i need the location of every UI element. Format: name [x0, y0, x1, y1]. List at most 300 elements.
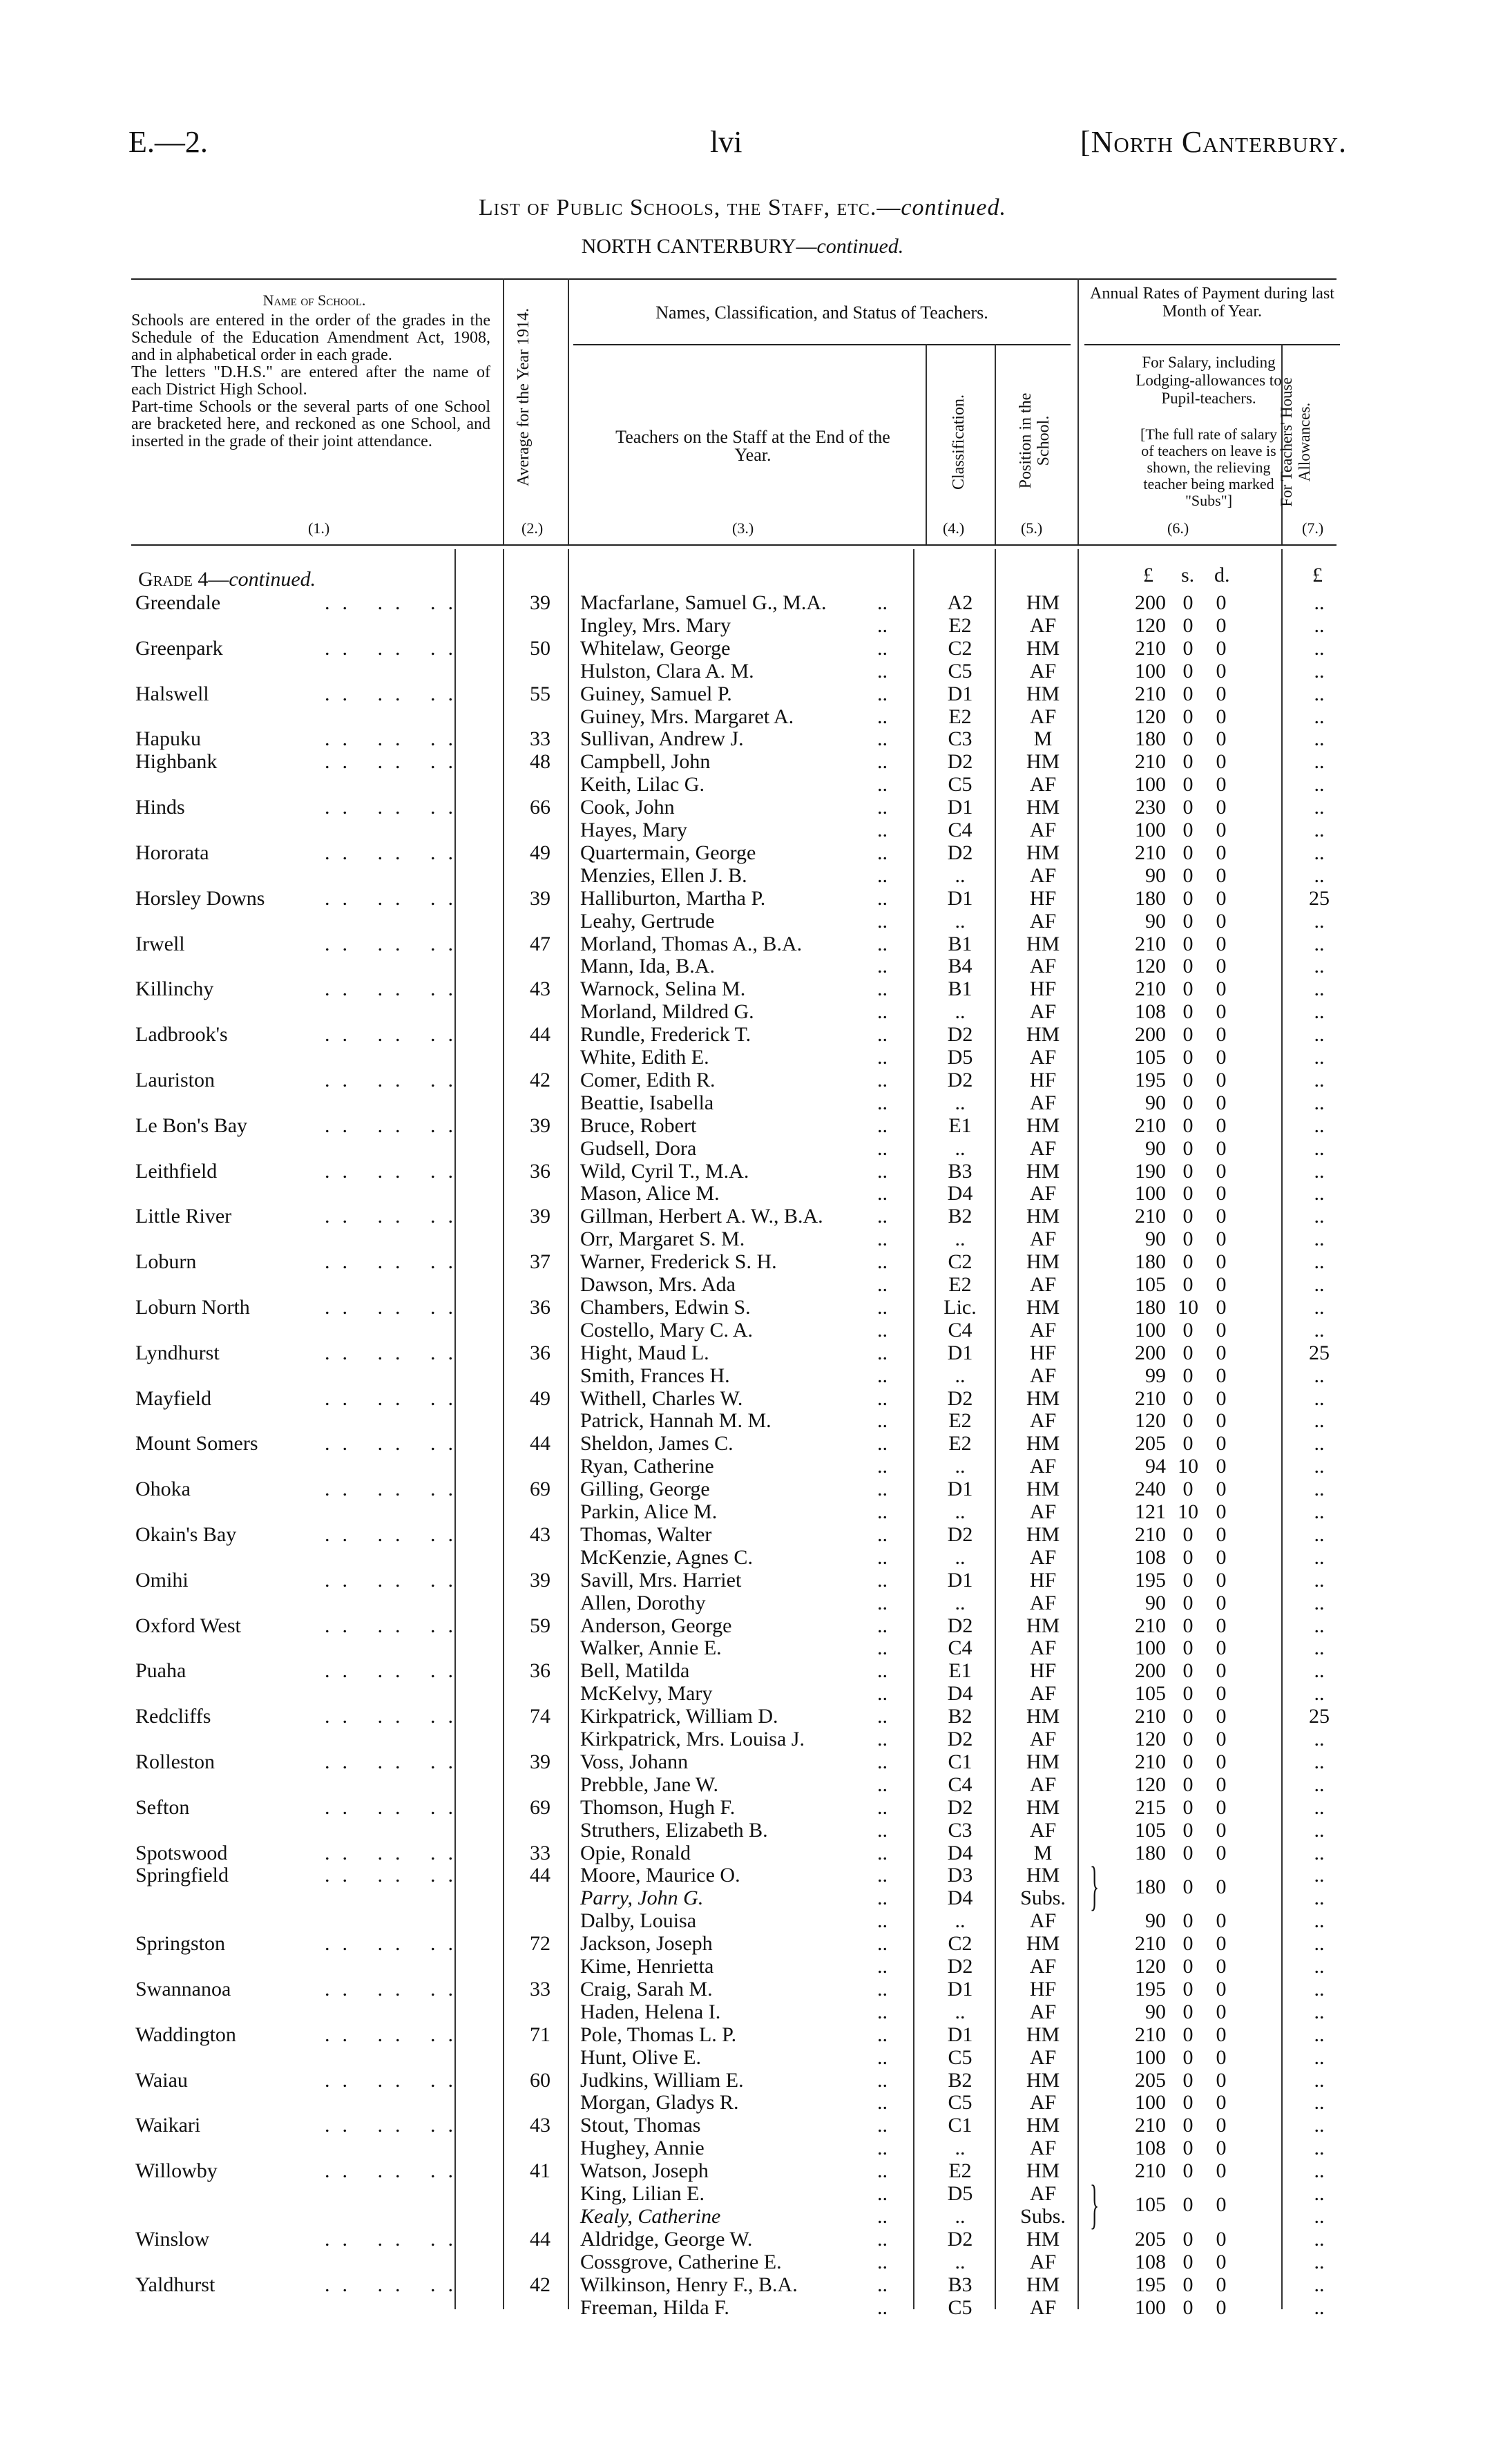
salary-pounds: 190	[1135, 1159, 1166, 1183]
position: HM	[1026, 1295, 1060, 1319]
salary-pounds: 210	[1135, 1205, 1166, 1228]
grade-number: 4—	[198, 568, 229, 591]
house-allowance: ..	[1314, 1636, 1325, 1660]
position: HM	[1026, 1705, 1060, 1728]
classification: B2	[948, 2068, 973, 2092]
salary-pence: 0	[1216, 1455, 1227, 1478]
salary-pounds: 210	[1135, 2159, 1166, 2183]
leader-dots: .. .. ..	[325, 1568, 466, 1592]
salary-pounds: 205	[1135, 2068, 1166, 2092]
page-number: lvi	[710, 125, 742, 159]
school-name: Halswell	[135, 682, 209, 705]
list-subtitle-text: NORTH CANTERBURY—	[581, 235, 817, 258]
salary-pounds: 210	[1135, 1705, 1166, 1728]
average-attendance: 42	[530, 2273, 550, 2296]
teacher-name: Opie, Ronald	[580, 1841, 691, 1864]
average-attendance: 44	[530, 1864, 550, 1887]
teacher-name: Hayes, Mary	[580, 819, 687, 841]
salary-shillings: 0	[1182, 1932, 1194, 1956]
leader-dots: ..	[877, 932, 888, 955]
col4-title: Classification.	[950, 394, 968, 490]
table-row	[0, 2047, 1485, 2069]
average-attendance: 71	[530, 2023, 550, 2046]
teacher-name: Quartermain, George	[580, 841, 756, 864]
salary-pence: 0	[1216, 886, 1227, 910]
leader-dots: ..	[877, 1318, 888, 1341]
leader-dots: ..	[877, 1522, 888, 1546]
salary-shillings: 0	[1182, 1545, 1194, 1569]
house-allowance: ..	[1314, 727, 1325, 751]
average-attendance: 47	[530, 932, 550, 955]
salary-pence: 0	[1216, 2068, 1227, 2092]
col1-note-line: The letters "D.H.S." are entered after the name of each District High School.	[131, 363, 490, 399]
salary-pounds: 105	[1135, 2193, 1166, 2217]
table-row	[0, 1774, 1485, 1796]
classification: E2	[948, 1432, 972, 1455]
table-row	[0, 1297, 1485, 1319]
salary-pounds: 100	[1135, 1318, 1166, 1341]
classification: D1	[947, 796, 973, 819]
leader-dots: ..	[877, 2159, 888, 2183]
col-number: (7.)	[1302, 519, 1324, 537]
leader-dots: ..	[877, 1955, 888, 1978]
school-name: Sefton	[135, 1795, 190, 1819]
position: AF	[1029, 2000, 1057, 2023]
salary-shillings: 0	[1182, 1318, 1194, 1341]
house-allowance: ..	[1314, 2182, 1325, 2205]
leader-dots: .. .. ..	[325, 2227, 466, 2251]
classification: E2	[948, 613, 972, 637]
classification: D5	[947, 1046, 973, 1069]
school-name: Ohoka	[135, 1478, 191, 1501]
salary-shillings: 0	[1182, 1273, 1194, 1296]
leader-dots: ..	[877, 1455, 888, 1478]
salary-shillings: 0	[1182, 1046, 1194, 1069]
leader-dots: ..	[877, 1795, 888, 1819]
salary-pence: 0	[1216, 1955, 1227, 1978]
school-name: Rolleston	[135, 1750, 215, 1773]
salary-pounds: 210	[1135, 1614, 1166, 1637]
salary-pounds: 120	[1135, 613, 1166, 637]
salary-pounds: 200	[1135, 1023, 1166, 1047]
salary-pounds: 120	[1135, 955, 1166, 978]
salary-shillings: 0	[1182, 796, 1194, 819]
position: HM	[1026, 1478, 1060, 1501]
teacher-name: Whitelaw, George	[580, 636, 731, 660]
teacher-name: Haden, Helena I.	[580, 2000, 721, 2023]
school-name: Willowby	[135, 2159, 218, 2183]
average-attendance: 74	[530, 1705, 550, 1728]
house-allowance: ..	[1314, 1205, 1325, 1228]
salary-shillings: 0	[1182, 773, 1194, 796]
house-allowance: ..	[1314, 1182, 1325, 1205]
table-row	[0, 1161, 1485, 1183]
salary-pence: 0	[1216, 1875, 1227, 1898]
teacher-name: Prebble, Jane W.	[580, 1773, 718, 1796]
leader-dots: ..	[877, 1568, 888, 1592]
salary-pounds: 90	[1145, 1591, 1166, 1614]
col6-note: [The full rate of salary of teachers on leave is shown, the relieving teacher being marked "Subs"]	[1140, 426, 1277, 509]
teacher-name: Watson, Joseph	[580, 2159, 709, 2183]
salary-shillings: 0	[1182, 2250, 1194, 2273]
teacher-name: Walker, Annie E.	[580, 1636, 722, 1660]
house-allowance: ..	[1314, 977, 1325, 1001]
table-row	[0, 2001, 1485, 2023]
leader-dots: ..	[877, 1887, 888, 1910]
salary-pence: 0	[1216, 1659, 1227, 1683]
position: AF	[1029, 1364, 1057, 1387]
leader-dots: .. .. ..	[325, 1614, 466, 1637]
position: AF	[1029, 613, 1057, 637]
classification: C5	[948, 2295, 973, 2319]
house-allowance: ..	[1314, 705, 1325, 728]
leader-dots: .. .. ..	[325, 1250, 466, 1274]
position: AF	[1029, 1046, 1057, 1069]
salary-pounds: 200	[1135, 591, 1166, 614]
leader-dots: ..	[877, 1818, 888, 1842]
salary-shillings: 0	[1182, 2159, 1194, 2183]
salary-shillings: 0	[1182, 2227, 1194, 2251]
table-row	[0, 955, 1485, 977]
leader-dots: ..	[877, 727, 888, 751]
house-allowance: ..	[1314, 819, 1325, 841]
salary-shillings: 0	[1182, 1909, 1194, 1933]
classification: D1	[947, 1341, 973, 1364]
salary-shillings: 0	[1182, 1182, 1194, 1205]
teacher-name: Cook, John	[580, 796, 675, 819]
table-row	[0, 842, 1485, 864]
salary-shillings: 0	[1182, 955, 1194, 978]
teacher-name: Patrick, Hannah M. M.	[580, 1409, 772, 1433]
salary-shillings: 0	[1182, 1409, 1194, 1433]
teacher-name: Withell, Charles W.	[580, 1386, 743, 1410]
leader-dots: ..	[877, 2091, 888, 2114]
salary-pounds: 210	[1135, 2023, 1166, 2046]
classification: D2	[947, 1386, 973, 1410]
table-row	[0, 615, 1485, 637]
salary-shillings: 10	[1178, 1455, 1198, 1478]
table-row	[0, 1683, 1485, 1705]
position: HF	[1029, 1341, 1057, 1364]
salary-shillings: 0	[1182, 1522, 1194, 1546]
house-allowance: ..	[1314, 1614, 1325, 1637]
salary-shillings: 0	[1182, 705, 1194, 728]
salary-pence: 0	[1216, 705, 1227, 728]
house-allowance: ..	[1314, 1545, 1325, 1569]
teacher-name: Dalby, Louisa	[580, 1909, 697, 1933]
salary-pounds: 90	[1145, 1909, 1166, 1933]
teacher-name: Voss, Johann	[580, 1750, 689, 1773]
school-name: Lyndhurst	[135, 1341, 220, 1364]
salary-pence: 0	[1216, 2273, 1227, 2296]
classification: B2	[948, 1705, 973, 1728]
table-row	[0, 2251, 1485, 2273]
leader-dots: .. .. ..	[325, 2068, 466, 2092]
region-header: [North Canterbury.	[1080, 125, 1347, 159]
leader-dots: ..	[877, 1432, 888, 1455]
salary-pounds: 210	[1135, 682, 1166, 705]
table-row	[0, 1478, 1485, 1500]
teacher-name: Warner, Frederick S. H.	[580, 1250, 777, 1274]
table-row	[0, 2297, 1485, 2319]
leader-dots: .. .. ..	[325, 1522, 466, 1546]
position: AF	[1029, 1818, 1057, 1842]
leader-dots: ..	[877, 1091, 888, 1114]
school-name: Irwell	[135, 932, 185, 955]
salary-pence: 0	[1216, 1182, 1227, 1205]
teacher-name: Thomson, Hugh F.	[580, 1795, 736, 1819]
salary-shillings: 0	[1182, 2000, 1194, 2023]
average-attendance: 43	[530, 977, 550, 1001]
classification: D2	[947, 2227, 973, 2251]
teacher-name: Stout, Thomas	[580, 2114, 701, 2137]
position: HM	[1026, 1522, 1060, 1546]
teacher-name: Parkin, Alice M.	[580, 1500, 718, 1523]
house-allowance: ..	[1314, 1818, 1325, 1842]
position: AF	[1029, 1228, 1057, 1251]
table-row	[0, 1047, 1485, 1069]
leader-dots: ..	[877, 1023, 888, 1047]
salary-pounds: 105	[1135, 1682, 1166, 1706]
position: HM	[1026, 1250, 1060, 1274]
salary-shillings: 0	[1182, 1091, 1194, 1114]
salary-shillings: 0	[1182, 1386, 1194, 1410]
classification: ..	[955, 2000, 966, 2023]
salary-pence: 0	[1216, 1636, 1227, 1660]
salary-pence: 0	[1216, 1478, 1227, 1501]
average-attendance: 72	[530, 1932, 550, 1956]
school-name: Little River	[135, 1205, 232, 1228]
position: HM	[1026, 932, 1060, 955]
salary-shillings: 0	[1182, 1841, 1194, 1864]
table-row	[0, 683, 1485, 705]
leader-dots: ..	[877, 1136, 888, 1160]
salary-shillings: 0	[1182, 1818, 1194, 1842]
salary-pence: 0	[1216, 1295, 1227, 1319]
house-allowance: 25	[1309, 1341, 1330, 1364]
unit-house-pounds: £	[1312, 564, 1323, 586]
salary-pounds: 210	[1135, 841, 1166, 864]
school-name: Spotswood	[135, 1841, 228, 1864]
table-row	[0, 1728, 1485, 1750]
salary-shillings: 0	[1182, 863, 1194, 887]
school-name: Yaldhurst	[135, 2273, 215, 2296]
table-row	[0, 592, 1485, 614]
average-attendance: 69	[530, 1478, 550, 1501]
teacher-name: Ingley, Mrs. Mary	[580, 613, 731, 637]
classification: ..	[955, 1000, 966, 1024]
position: AF	[1029, 2250, 1057, 2273]
salary-pence: 0	[1216, 659, 1227, 682]
leader-dots: ..	[877, 1228, 888, 1251]
salary-pence: 0	[1216, 1545, 1227, 1569]
salary-pence: 0	[1216, 1386, 1227, 1410]
classification: D1	[947, 886, 973, 910]
average-attendance: 39	[530, 1114, 550, 1137]
salary-shillings: 10	[1178, 1500, 1198, 1523]
table-row	[0, 1205, 1485, 1228]
salary-pounds: 210	[1135, 1114, 1166, 1137]
house-allowance: ..	[1314, 1728, 1325, 1750]
school-name: Ladbrook's	[135, 1023, 228, 1047]
leader-dots: ..	[877, 2000, 888, 2023]
average-attendance: 69	[530, 1795, 550, 1819]
classification: ..	[955, 1591, 966, 1614]
classification: D1	[947, 2023, 973, 2046]
table-row	[0, 1365, 1485, 1387]
position: AF	[1029, 819, 1057, 841]
leader-dots: ..	[877, 2045, 888, 2069]
col-number: (5.)	[1021, 519, 1043, 537]
position: HM	[1026, 1205, 1060, 1228]
school-name: Waiau	[135, 2068, 188, 2092]
salary-pence: 0	[1216, 1364, 1227, 1387]
leader-dots: ..	[877, 1864, 888, 1887]
leader-dots: .. .. ..	[325, 1386, 466, 1410]
salary-pence: 0	[1216, 1046, 1227, 1069]
teacher-name: Hulston, Clara A. M.	[580, 659, 754, 682]
teacher-name: Struthers, Elizabeth B.	[580, 1818, 768, 1842]
leader-dots: ..	[877, 1841, 888, 1864]
leader-dots: .. .. ..	[325, 1932, 466, 1956]
classification: B2	[948, 1205, 973, 1228]
table-row	[0, 978, 1485, 1000]
table-row	[0, 796, 1485, 819]
salary-shillings: 0	[1182, 636, 1194, 660]
leader-dots: .. .. ..	[325, 1295, 466, 1319]
house-allowance: ..	[1314, 2295, 1325, 2319]
salary-pounds: 100	[1135, 819, 1166, 841]
classification: C5	[948, 659, 973, 682]
leader-dots: .. .. ..	[325, 1114, 466, 1137]
table-row	[0, 1183, 1485, 1205]
school-name: Leithfield	[135, 1159, 218, 1183]
salary-shillings: 0	[1182, 1875, 1194, 1898]
list-title-italic: continued.	[901, 195, 1006, 220]
leader-dots: .. .. ..	[325, 841, 466, 864]
leader-dots: .. .. ..	[325, 682, 466, 705]
teacher-name: Leahy, Gertrude	[580, 909, 715, 933]
position: HF	[1029, 886, 1057, 910]
classification: D2	[947, 750, 973, 774]
teacher-name: Freeman, Hilda F.	[580, 2295, 729, 2319]
col-number: (2.)	[521, 519, 544, 537]
average-attendance: 43	[530, 1522, 550, 1546]
salary-shillings: 0	[1182, 1228, 1194, 1251]
school-name: Puaha	[135, 1659, 186, 1683]
salary-shillings: 0	[1182, 1636, 1194, 1660]
teacher-name: Warnock, Selina M.	[580, 977, 746, 1001]
classification: C4	[948, 1773, 973, 1796]
classification: C4	[948, 1318, 973, 1341]
position: AF	[1029, 1728, 1057, 1750]
average-attendance: 44	[530, 1432, 550, 1455]
position: AF	[1029, 705, 1057, 728]
classification: D4	[947, 1682, 973, 1706]
house-allowance: ..	[1314, 2000, 1325, 2023]
classification: D2	[947, 841, 973, 864]
position: HM	[1026, 1750, 1060, 1773]
position: HM	[1026, 796, 1060, 819]
teacher-name: Kime, Henrietta	[580, 1955, 714, 1978]
house-allowance: ..	[1314, 1432, 1325, 1455]
school-name: Waddington	[135, 2023, 236, 2046]
salary-pounds: 105	[1135, 1273, 1166, 1296]
classification: C3	[948, 1818, 973, 1842]
salary-pounds: 99	[1145, 1364, 1166, 1387]
salary-shillings: 0	[1182, 1205, 1194, 1228]
teacher-name: Wilkinson, Henry F., B.A.	[580, 2273, 798, 2296]
classification: C2	[948, 636, 973, 660]
salary-pounds: 180	[1135, 886, 1166, 910]
leader-dots: .. .. ..	[325, 1205, 466, 1228]
salary-pence: 0	[1216, 1318, 1227, 1341]
teacher-name: Smith, Frances H.	[580, 1364, 730, 1387]
salary-pounds: 205	[1135, 1432, 1166, 1455]
salary-pounds: 90	[1145, 1091, 1166, 1114]
salary-shillings: 0	[1182, 727, 1194, 751]
salary-pence: 0	[1216, 1795, 1227, 1819]
house-allowance: ..	[1314, 1023, 1325, 1047]
teacher-name: Macfarlane, Samuel G., M.A.	[580, 591, 827, 614]
classification: D1	[947, 1478, 973, 1501]
salary-pence: 0	[1216, 1000, 1227, 1024]
salary-pence: 0	[1216, 1818, 1227, 1842]
position: HM	[1026, 1159, 1060, 1183]
position: AF	[1029, 909, 1057, 933]
position: HF	[1029, 1659, 1057, 1683]
teacher-name: Sheldon, James C.	[580, 1432, 734, 1455]
teacher-name: Craig, Sarah M.	[580, 1977, 713, 2000]
average-attendance: 39	[530, 886, 550, 910]
salary-pounds: 90	[1145, 1136, 1166, 1160]
teacher-name: Bruce, Robert	[580, 1114, 697, 1137]
position: HF	[1029, 1977, 1057, 2000]
salary-pence: 0	[1216, 1614, 1227, 1637]
house-allowance: ..	[1314, 955, 1325, 978]
average-attendance: 43	[530, 2114, 550, 2137]
salary-pence: 0	[1216, 613, 1227, 637]
teacher-name: Keith, Lilac G.	[580, 773, 705, 796]
table-row	[0, 1592, 1485, 1614]
position: AF	[1029, 773, 1057, 796]
leader-dots: ..	[877, 2227, 888, 2251]
salary-pounds: 180	[1135, 1841, 1166, 1864]
leader-dots: ..	[877, 1750, 888, 1773]
salary-pounds: 108	[1135, 2137, 1166, 2160]
classification: D2	[947, 1068, 973, 1091]
leader-dots: .. .. ..	[325, 1841, 466, 1864]
teacher-name: Thomas, Walter	[580, 1522, 712, 1546]
table-row	[0, 2114, 1485, 2137]
leader-dots: ..	[877, 750, 888, 774]
teacher-name: Bell, Matilda	[580, 1659, 690, 1683]
average-attendance: 49	[530, 1386, 550, 1410]
teachers-group-title: Names, Classification, and Status of Teachers.	[655, 303, 988, 323]
house-allowance: ..	[1314, 773, 1325, 796]
salary-pence: 0	[1216, 2159, 1227, 2183]
salary-shillings: 0	[1182, 1364, 1194, 1387]
salary-pounds: 100	[1135, 2295, 1166, 2319]
teacher-name: King, Lilian E.	[580, 2182, 705, 2205]
classification: D1	[947, 682, 973, 705]
house-allowance: ..	[1314, 750, 1325, 774]
leader-dots: ..	[877, 1773, 888, 1796]
house-allowance: ..	[1314, 1114, 1325, 1137]
salary-pence: 0	[1216, 1977, 1227, 2000]
table-row	[0, 1410, 1485, 1432]
leader-dots: .. .. ..	[325, 727, 466, 751]
